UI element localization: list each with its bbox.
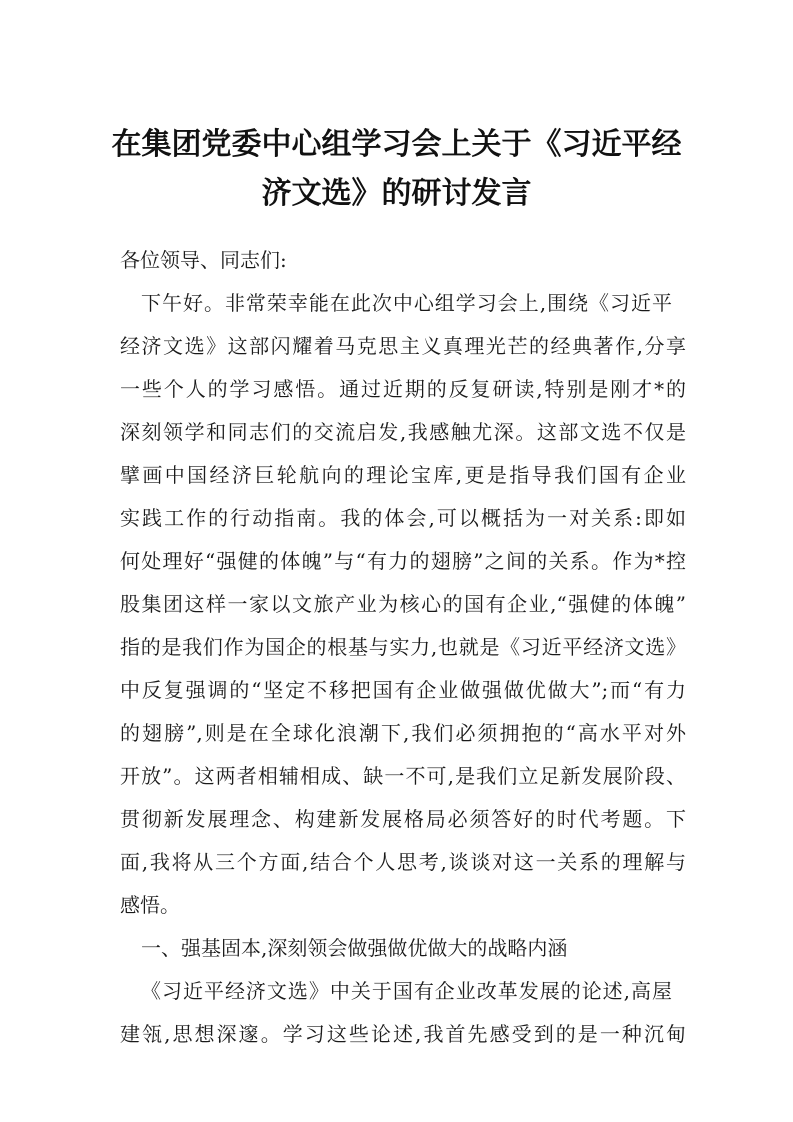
paragraph-line: 建瓴,思想深邃。学习这些论述,我首先感受到的是一种沉甸 (120, 1022, 686, 1046)
paragraph-line: 面,我将从三个方面,结合个人思考,谈谈对这一关系的理解与 (120, 850, 686, 874)
paragraph-line: 的翅膀”,则是在全球化浪潮下,我们必须拥抱的“高水平对外 (120, 721, 686, 745)
document-title-line-1: 在集团党委中心组学习会上关于《习近平经 (111, 127, 682, 162)
paragraph-line: 股集团这样一家以文旅产业为核心的国有企业,“强健的体魄” (120, 592, 686, 616)
paragraph-line: 一些个人的学习感悟。通过近期的反复研读,特别是刚才*的 (120, 377, 686, 401)
paragraph-line: 《习近平经济文选》中关于国有企业改革发展的论述,高屋 (141, 979, 672, 1003)
paragraph-line: 深刻领学和同志们的交流启发,我感触尤深。这部文选不仅是 (120, 420, 686, 444)
paragraph-line: 经济文选》这部闪耀着马克思主义真理光芒的经典著作,分享 (120, 334, 686, 358)
paragraph-line: 下午好。非常荣幸能在此次中心组学习会上,围绕《习近平 (141, 291, 672, 315)
document-title-line-2: 济文选》的研讨发言 (261, 176, 532, 211)
paragraph-line: 开放”。这两者相辅相成、缺一不可,是我们立足新发展阶段、 (120, 764, 686, 788)
paragraph-line: 贯彻新发展理念、构建新发展格局必须答好的时代考题。下 (120, 807, 686, 831)
paragraph-line: 中反复强调的“坚定不移把国有企业做强做优做大”;而“有力 (120, 678, 686, 702)
paragraph-line: 指的是我们作为国企的根基与实力,也就是《习近平经济文选》 (120, 635, 686, 659)
salutation: 各位领导、同志们: (120, 248, 287, 272)
paragraph-line: 擘画中国经济巨轮航向的理论宝库,更是指导我们国有企业 (120, 463, 686, 487)
paragraph-line: 何处理好“强健的体魄”与“有力的翅膀”之间的关系。作为*控 (120, 549, 686, 573)
section-heading: 一、强基固本,深刻领会做强做优做大的战略内涵 (141, 936, 568, 960)
paragraph-line: 感悟。 (120, 893, 180, 917)
paragraph-line: 实践工作的行动指南。我的体会,可以概括为一对关系:即如 (120, 506, 686, 530)
